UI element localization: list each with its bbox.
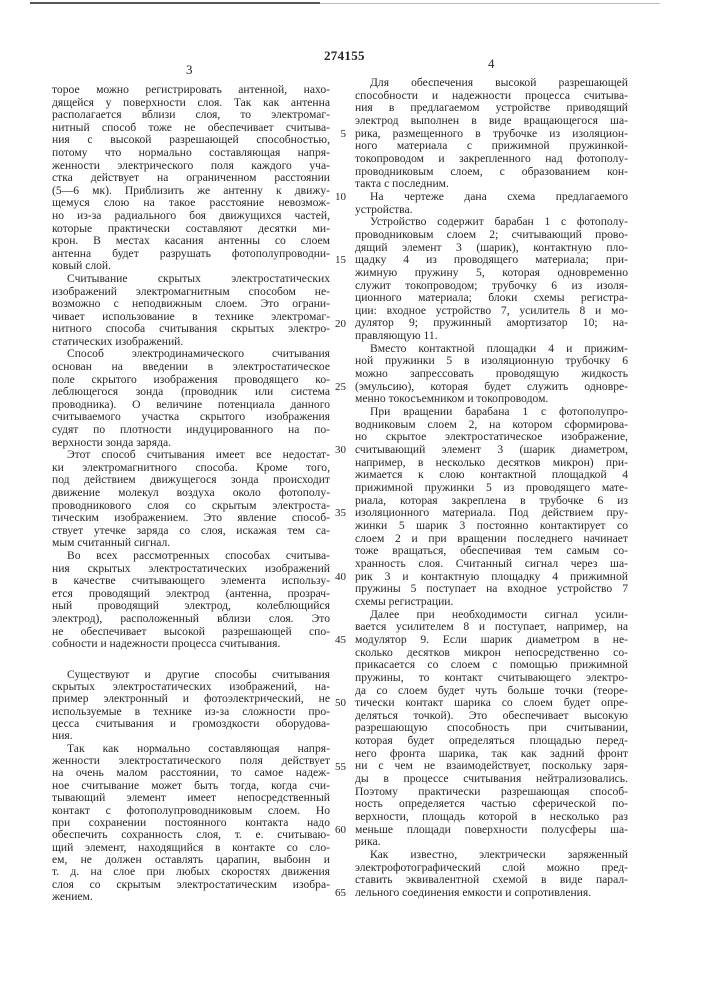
paragraph (52, 743, 330, 903)
text-line: Как известно, электрически заряженный (355, 849, 628, 862)
text-line: движение молекул воздуха около фотополу- (52, 487, 330, 500)
text-line: ния с высокой разрешающей способностью, (52, 134, 330, 147)
line-number: 50 (326, 697, 346, 709)
text-line: располагается вблизи слоя, то электромаг- (52, 109, 330, 122)
line-number: 15 (326, 254, 346, 266)
text-line: щадку 4 из проводящего материала; при- (355, 254, 628, 267)
text-line: (эмульсию), которая будет служить одновре- (355, 381, 628, 394)
text-line: токопроводом и закрепленного над фотополу- (355, 153, 628, 166)
text-line: которая будет определяться площадью перед- (355, 735, 628, 748)
text-line: на очень малом расстоянии, то самое надеж- (52, 767, 330, 779)
text-line: рика, размещенного в трубочке из изоляцион- (355, 128, 628, 141)
line-number: 65 (326, 887, 346, 899)
text-line: торое можно регистрировать антенной, нахо- (52, 84, 330, 97)
text-line: верхности зонда заряда. (52, 437, 330, 450)
text-line: статических изображений. (52, 336, 330, 349)
paragraph (52, 550, 330, 651)
line-number: 45 (326, 634, 346, 646)
text-line: тическим изображением. Это явление способ- (52, 512, 330, 525)
left-text-column (52, 84, 330, 903)
text-line: хранность слоя. Считанный сигнал через ша- (355, 558, 628, 571)
text-line: которые практически составляют десятки ми- (52, 223, 330, 236)
text-line: ды в процессе считывания нейтрализовались. (355, 773, 628, 786)
text-line: устройства. (355, 204, 628, 217)
text-line: чивает использование в технике электромаг- (52, 311, 330, 324)
paragraph (355, 77, 628, 191)
text-line: ем, не должен оставлять царапин, выбоин и (52, 854, 330, 866)
text-line: (5—6 мк). Приблизить же антенну к движу- (52, 185, 330, 198)
text-line: ковый слой. (52, 260, 330, 273)
text-line: изоляционного материала. Под действием пру- (355, 507, 628, 520)
text-line: проводниковым слоем 2; считывающий прово- (355, 229, 628, 242)
text-line: менно токосъемником и токопроводом. (355, 393, 628, 406)
text-line: нитный способ тоже не обеспечивает считыва- (52, 122, 330, 135)
text-line: ния. (52, 730, 330, 742)
paragraph (355, 191, 628, 216)
text-line: проводниковым слоем, с образованием кон- (355, 166, 628, 179)
text-line: не обеспечивает высокой разрешающей спо- (52, 626, 330, 639)
text-line: нитного способа считывания скрытых электро- (52, 323, 330, 336)
text-line: слоем 2 и при вращении последнего начинает (355, 533, 628, 546)
text-line: электрод), расположенный вблизи слоя. Это (52, 613, 330, 626)
text-line: тоже вращаться, обеспечивая тем самым со- (355, 545, 628, 558)
text-line: Далее при необходимости сигнал усили- (355, 609, 628, 622)
right-text-column (355, 77, 628, 900)
text-line: антенна будет разрушать фотополупроводни- (52, 248, 330, 261)
text-line: используемые в технике из-за сложности про- (52, 706, 330, 718)
paragraph (52, 84, 330, 273)
text-line: Во всех рассмотренных способах считыва- (52, 550, 330, 563)
text-line: ния скрытых электростатических изображений (52, 563, 330, 576)
text-line: пример электронный и фотоэлектрический, не (52, 693, 330, 705)
scan-edge-line (30, 2, 320, 4)
text-line: женности электрического поля каждого уча- (52, 160, 330, 173)
page-number-left: 3 (186, 62, 193, 78)
paragraph (355, 343, 628, 406)
text-line: обеспечить сохранность слоя, т. е. считываю- (52, 829, 330, 841)
text-line: собности и надежности процесса считывания. (52, 638, 330, 651)
text-line: под действием движущегося зонда происходит (52, 474, 330, 487)
text-line: ни с чем не взаимодействует, поскольку заря- (355, 760, 628, 773)
text-line: жинки 5 шарик 3 постоянно контактирует со (355, 520, 628, 533)
text-line: Существуют и другие способы считывания (52, 669, 330, 681)
text-line: но из-за радиального боя движущихся частей, (52, 210, 330, 223)
text-line: На чертеже дана схема предлагаемого (355, 191, 628, 204)
line-number: 10 (326, 191, 346, 203)
text-line: меньше площади поверхности полусферы ша- (355, 824, 628, 837)
text-line: модулятор 9. Если шарик диаметром в не- (355, 634, 628, 647)
text-line: ного материала с прижимной пружинкой- (355, 140, 628, 153)
text-line: судят по плотности индуцированного на по- (52, 424, 330, 437)
text-line: жением. (52, 891, 330, 903)
paragraph (355, 849, 628, 900)
text-line: дулятор 9; пружинный амортизатор 10; на- (355, 317, 628, 330)
text-line: проводника). О величине потенциала данного (52, 399, 330, 412)
text-line: щемуся слою на такое расстояние невозмож- (52, 197, 330, 210)
text-line: деляться точкой). Это обеспечивает высокую (355, 710, 628, 723)
text-line: риала, которая закреплена в трубочке 6 из (355, 495, 628, 508)
text-line: при сохранении постоянного контакта надо (52, 817, 330, 829)
text-line: считываемого участка скрытого изображения (52, 411, 330, 424)
text-line: При вращении барабана 1 с фотополупро- (355, 406, 628, 419)
text-line: можно запрессовать проводящую жидкость (355, 368, 628, 381)
paragraph (52, 449, 330, 550)
text-line: ной пружинки 5 в изоляционную трубочку 6 (355, 355, 628, 368)
text-line: разрешающую способность при считывании, (355, 722, 628, 735)
text-line: электрод выполнен в виде вращающегося ша- (355, 115, 628, 128)
text-line: ния в предлагаемом устройстве приводящий (355, 102, 628, 115)
text-line: слоя со скрытым электростатическим изобра- (52, 879, 330, 891)
text-line: ется проводящий электрод (антенна, прозрач- (52, 588, 330, 601)
text-line: рика. (355, 836, 628, 849)
line-number: 5 (326, 128, 346, 140)
text-line: ность определяется частью сферической по- (355, 798, 628, 811)
text-line: цесса считывания и громоздкости оборудова- (52, 718, 330, 730)
line-number: 40 (326, 571, 346, 583)
text-line: электрофотографический слой можно пред- (355, 862, 628, 875)
paragraph (52, 348, 330, 449)
text-line: правляющую 11. (355, 330, 628, 343)
text-line: лельного соединения емкости и сопротивления. (355, 887, 628, 900)
text-line: основан на введении в электростатическое (52, 361, 330, 374)
paragraph (52, 273, 330, 349)
text-line: стка действует на ограниченном расстоянии (52, 172, 330, 185)
text-line: ствует утечке заряда со слоя, искажая тем са- (52, 525, 330, 538)
text-line: тически контакт шарика со слоем будет опре- (355, 697, 628, 710)
text-line: Так как нормально составляющая напря- (52, 743, 330, 755)
text-line: пружины 5 поступает на входное устройство 7 (355, 583, 628, 596)
text-line: возможно с неподвижным слоем. Это ограни- (52, 298, 330, 311)
text-line: жимается к слою контактной площадкой 4 (355, 469, 628, 482)
text-line: щий элемент, находящийся в контакте со сло- (52, 842, 330, 854)
text-line: считывающий элемент 3 (шарик диаметром, (355, 444, 628, 457)
text-line: т. д. на слое при любых скоростях движения (52, 866, 330, 878)
page-number-right: 4 (488, 56, 495, 72)
text-line: рик 3 и контактную площадку 4 прижимной (355, 571, 628, 584)
line-number: 25 (326, 381, 346, 393)
text-line: Устройство содержит барабан 1 с фотополу- (355, 216, 628, 229)
text-line: ный проводящий электрод, колеблющийся (52, 600, 330, 613)
text-line: потому что нормально составляющая напря- (52, 147, 330, 160)
text-line: дящейся у поверхности слоя. Так как антенна (52, 97, 330, 110)
text-line: способности и надежности процесса считыва- (355, 90, 628, 103)
text-line: прижимной пружинки 5 из проводящего мате- (355, 482, 628, 495)
text-line: изображений электромагнитным способом не- (52, 286, 330, 299)
text-line: Способ электродинамического считывания (52, 348, 330, 361)
text-line: скрытых электростатических изображений, на- (52, 681, 330, 693)
line-number: 55 (326, 761, 346, 773)
text-line: Вместо контактной площадки 4 и прижим- (355, 343, 628, 356)
line-number: 60 (326, 824, 346, 836)
text-line: мым считанный сигнал. (52, 537, 330, 550)
paragraph (355, 216, 628, 343)
text-line: да со слоем будет чуть больше точки (теоре- (355, 685, 628, 698)
text-line: Этот способ считывания имеет все недостат- (52, 449, 330, 462)
text-line: например, в несколько десятков микрон) при- (355, 457, 628, 470)
text-line: тывающий элемент имеет непосредственный (52, 792, 330, 804)
text-line: ставить эквивалентной схемой в виде парал- (355, 874, 628, 887)
text-line: в качестве считывающего элемента использу- (52, 575, 330, 588)
line-number: 35 (326, 507, 346, 519)
line-number: 20 (326, 318, 346, 330)
text-line: поле скрытого изображения проводящего ко- (52, 374, 330, 387)
text-line: схемы регистрации. (355, 596, 628, 609)
text-line: контакт с фотополупроводниковым слоем. Но (52, 805, 330, 817)
text-line: Считывание скрытых электростатических (52, 273, 330, 286)
text-line: Поэтому практически разрешающая способ- (355, 786, 628, 799)
text-line: ционного материала; блоки схемы регистра- (355, 292, 628, 305)
scan-edge-line (320, 3, 660, 4)
text-line: верхности, площадь которой в несколько раз (355, 811, 628, 824)
text-line: проводникового слоя со скрытым электроста- (52, 500, 330, 513)
text-line: служит токопроводом; трубочку 6 из изоля- (355, 280, 628, 293)
patent-number: 274155 (324, 48, 365, 64)
paragraph (355, 406, 628, 609)
text-line: сколько десятков микрон непосредственно со- (355, 647, 628, 660)
text-line: дящий элемент 3 (шарик), контактную пло- (355, 242, 628, 255)
text-line: ки электромагнитного способа. Кроме того, (52, 462, 330, 475)
paragraph (355, 609, 628, 849)
text-line: леблющегося зонда (проводник или система (52, 386, 330, 399)
text-line: него фронта шарика, так как задний фронт (355, 748, 628, 761)
text-line: жимную пружину 5, которая одновременно (355, 267, 628, 280)
text-line: ции: входное устройство 7, усилитель 8 и мо- (355, 305, 628, 318)
text-line: вается усилителем 8 и поступает, например, на (355, 621, 628, 634)
text-line: женности электростатического поля действует (52, 755, 330, 767)
paragraph (52, 669, 330, 743)
text-line: ное считывание может быть тогда, когда счи- (52, 780, 330, 792)
text-line: но скрытое электростатическое изображение, (355, 431, 628, 444)
text-line: Для обеспечения высокой разрешающей (355, 77, 628, 90)
text-line: такта с последним. (355, 178, 628, 191)
line-number: 30 (326, 444, 346, 456)
text-line: прикасается со слоем с помощью прижимной (355, 659, 628, 672)
text-line: водниковым слоем 2, на котором сформирова- (355, 419, 628, 432)
text-line: пружины, то контакт считывающего электро- (355, 672, 628, 685)
text-line: крон. В местах касания антенны со слоем (52, 235, 330, 248)
